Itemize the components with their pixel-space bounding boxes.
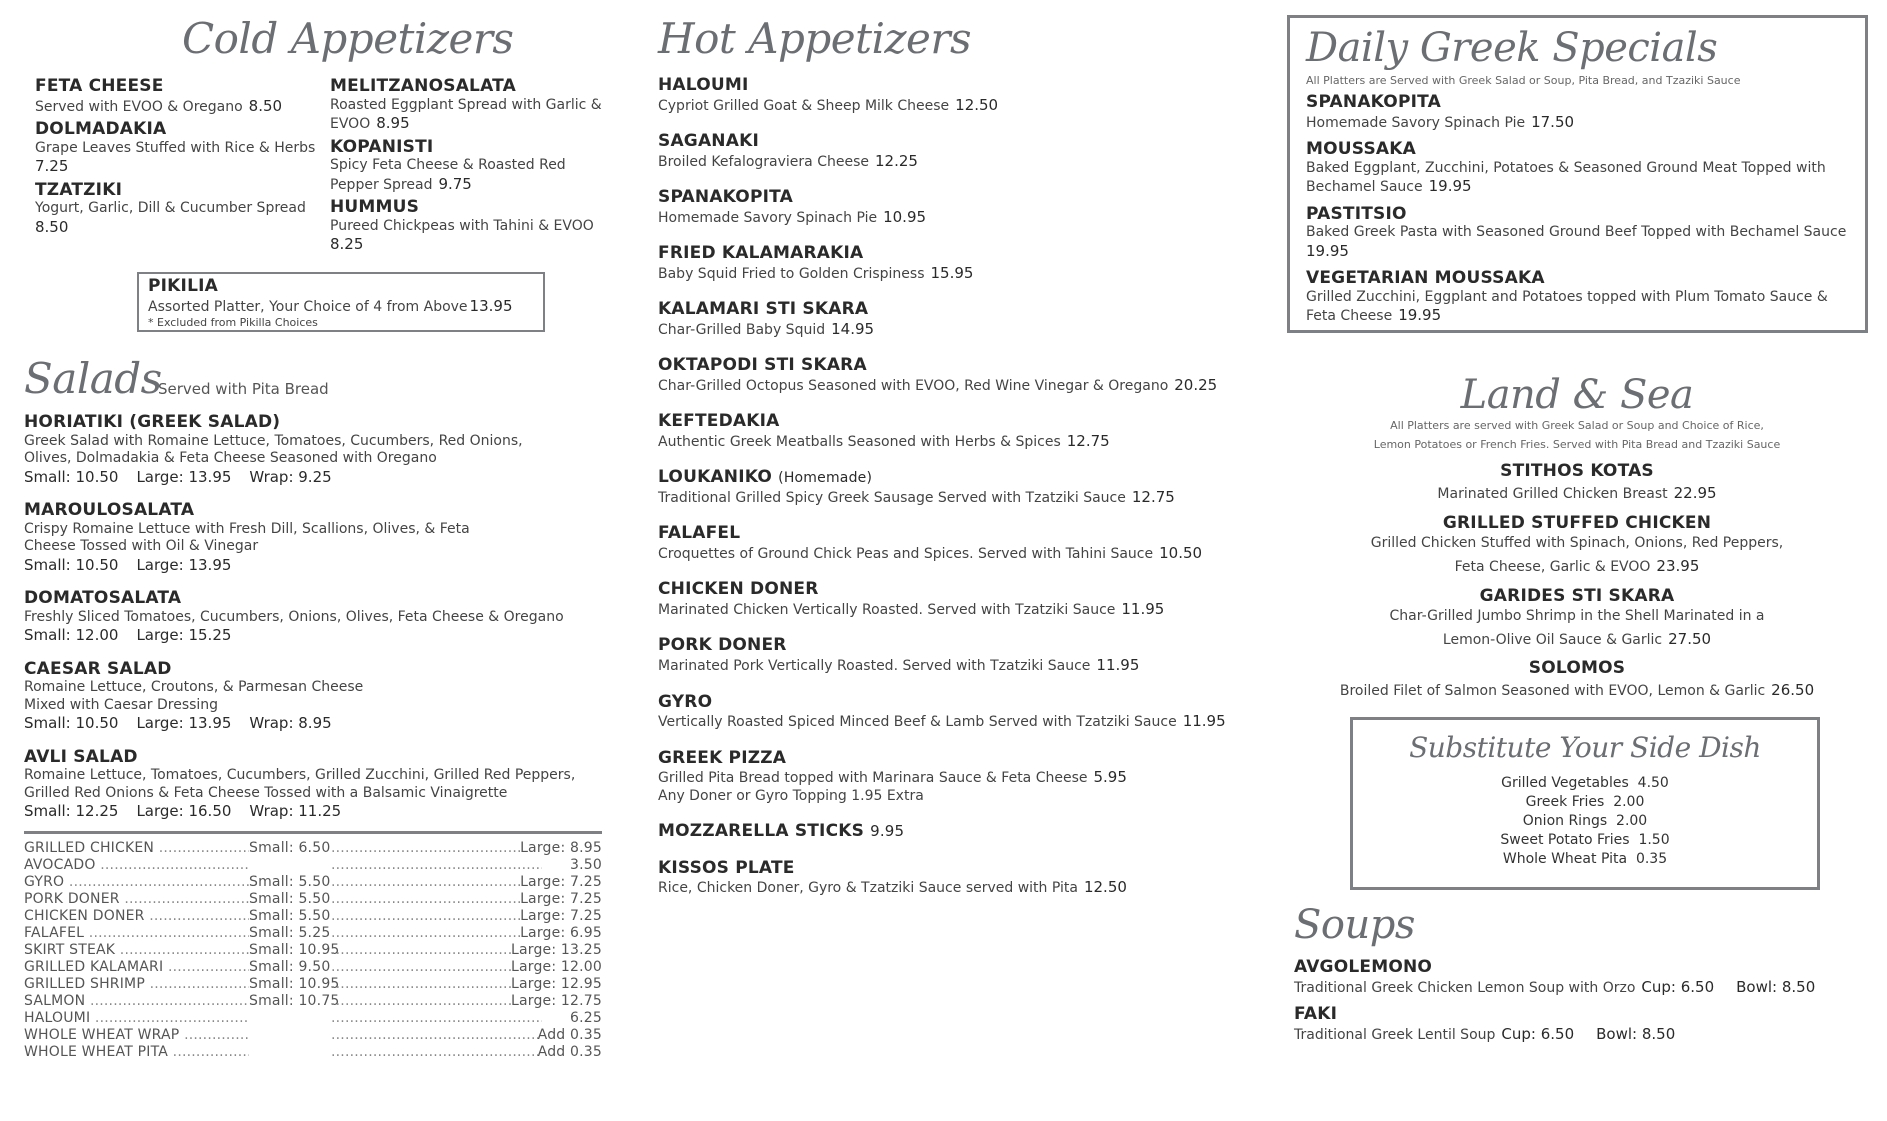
addon-small: Small: 10.75	[249, 993, 340, 1009]
item-price: 9.95	[870, 822, 905, 841]
item-price: 13.95	[469, 296, 513, 315]
item-name: HALOUMI	[658, 75, 749, 95]
land-item-garides-sti-skara	[1287, 587, 1867, 652]
addon-small: Small: 10.95	[249, 942, 340, 958]
addon-name: HALOUMI .....	[24, 1010, 249, 1027]
item-name: VEGETARIAN MOUSSAKA	[1306, 268, 1545, 289]
addon-row	[24, 891, 602, 908]
menu-item-falafel	[658, 524, 1238, 563]
menu-item-gyro	[658, 693, 1238, 732]
daily-specials-note: All Platters are Served with Greek Salad or Soup, Pita Bread, and Tzaziki Sauce	[1306, 74, 1741, 87]
menu-item-feta-cheese	[35, 77, 325, 116]
price-wrap: Wrap: 8.95	[249, 714, 332, 733]
menu-item-domatosalata	[24, 589, 594, 646]
salads-subtitle: Served with Pita Bread	[158, 380, 329, 398]
item-name: GREEK PIZZA	[658, 747, 787, 768]
price-small: Small: 12.25	[24, 802, 119, 821]
addon-name: SALMON .....	[24, 993, 249, 1010]
item-desc: Grape Leaves Stuffed with Rice & Herbs	[35, 139, 316, 156]
item-desc: Broiled Filet of Salmon Seasoned with EVOO, Lemon & Garlic	[1339, 683, 1766, 699]
addon-name: CHICKEN DONER .....	[24, 908, 249, 925]
side-dish-item	[1353, 793, 1817, 812]
addon-large: Large: 8.95	[520, 840, 602, 856]
item-price: 11.95	[1096, 656, 1140, 675]
addon-row	[24, 976, 602, 993]
side-dish-title: Substitute Your Side Dish	[1409, 731, 1761, 764]
side-price: 1.50	[1638, 832, 1670, 848]
addon-row	[24, 1027, 602, 1044]
price-wrap: Wrap: 11.25	[249, 802, 342, 821]
item-name: FAKI	[1294, 1004, 1338, 1025]
item-desc: Pureed Chickpeas with Tahini & EVOO	[330, 217, 594, 234]
addon-row	[24, 857, 602, 874]
item-name: DOMATOSALATA	[24, 588, 182, 609]
item-name: MOUSSAKA	[1306, 139, 1416, 160]
addon-small: Small: 5.50	[249, 908, 331, 924]
addon-small	[249, 857, 331, 874]
item-desc: Baked Greek Pasta with Seasoned Ground Beef Topped with Bechamel Sauce	[1306, 224, 1847, 241]
price-small: Small: 12.00	[24, 626, 119, 645]
item-note: (Homemade)	[778, 470, 873, 487]
daily-specials-title: Daily Greek Specials	[1306, 25, 1718, 71]
item-name: SPANAKOPITA	[1306, 92, 1441, 112]
item-price: 8.50	[35, 217, 69, 236]
pikilia-box	[137, 272, 545, 332]
menu-item-haloumi	[658, 76, 1238, 115]
price-large: Large: 15.25	[136, 626, 232, 645]
soup-avgolemono	[1294, 958, 1854, 997]
item-extra: Any Doner or Gyro Topping	[658, 787, 847, 804]
item-desc: Homemade Savory Spinach Pie	[1306, 114, 1526, 131]
item-name: KALAMARI STI SKARA	[658, 299, 869, 320]
addon-large: Large: 13.25	[510, 942, 602, 958]
addon-name: GRILLED KALAMARI .....	[24, 959, 249, 976]
addon-row	[24, 942, 602, 959]
item-name: PIKILIA	[148, 276, 218, 296]
addon-large: Add 0.35	[537, 1044, 602, 1060]
item-desc: Feta Cheese, Garlic & EVOO	[1454, 558, 1651, 575]
item-price: 5.95	[1093, 768, 1127, 787]
menu-item-kissos-plate	[658, 859, 1238, 898]
item-desc: Served with EVOO & Oregano	[35, 98, 243, 115]
side-price: 2.00	[1616, 813, 1648, 829]
item-desc: Baked Eggplant, Zucchini, Potatoes & Seasoned Ground Meat Topped with Bechamel Sauce	[1306, 159, 1826, 196]
item-name: FRIED KALAMARAKIA	[658, 243, 864, 264]
price-wrap: Wrap: 9.25	[249, 467, 332, 486]
item-price: 20.25	[1174, 375, 1218, 394]
item-price: 12.50	[1083, 878, 1127, 897]
item-price: 19.95	[1428, 177, 1472, 196]
item-price: 8.25	[330, 235, 364, 254]
soups-list	[1294, 958, 1854, 1052]
item-price: 11.95	[1121, 599, 1165, 618]
menu-item-kalamari-sti-skara	[658, 300, 1238, 339]
addon-small: Small: 6.50	[249, 840, 331, 856]
item-price: 7.25	[35, 157, 69, 176]
item-desc: Romaine Lettuce, Tomatoes, Cucumbers, Grilled Zucchini, Grilled Red Peppers, Grilled Red Onions & Feta Cheese Tossed with a Balsamic Vinaigrette	[24, 767, 576, 801]
menu-item-kopanisti	[330, 138, 615, 195]
item-desc: Traditional Grilled Spicy Greek Sausage Served with Tzatziki Sauce	[658, 489, 1126, 506]
item-name: SAGANAKI	[658, 131, 759, 152]
item-desc: Freshly Sliced Tomatoes, Cucumbers, Onions, Olives, Feta Cheese & Oregano	[24, 608, 564, 625]
item-desc: Assorted Platter, Your Choice of 4 from Above	[148, 298, 468, 315]
menu-item-fried-kalamarakia	[658, 244, 1238, 283]
land-note-line: All Platters are served with Greek Salad or Soup and Choice of Rice,	[1390, 419, 1764, 432]
item-name: FALAFEL	[658, 523, 741, 544]
addon-name: AVOCADO .....	[24, 857, 249, 874]
addon-large: 3.50	[570, 857, 602, 873]
addon-small	[249, 1044, 331, 1061]
item-desc: Baby Squid Fried to Golden Crispiness	[658, 265, 925, 282]
item-desc: Roasted Eggplant Spread with Garlic & EVOO	[330, 96, 602, 133]
price-cup: Cup: 6.50	[1641, 977, 1715, 996]
item-price: 10.95	[883, 207, 927, 226]
addon-name: WHOLE WHEAT PITA .....	[24, 1044, 249, 1061]
item-price: 15.95	[930, 263, 974, 282]
side-name: Onion Rings	[1522, 813, 1608, 829]
addon-row	[24, 1010, 602, 1027]
menu-item-greek-pizza	[658, 749, 1238, 806]
item-price: 10.50	[1159, 543, 1203, 562]
salad-addons-table	[24, 831, 602, 1061]
cold-appetizers-title: Cold Appetizers	[182, 14, 514, 63]
item-name: HORIATIKI (GREEK SALAD)	[24, 412, 281, 432]
salads-title: Salads	[24, 354, 162, 403]
addon-small: Small: 5.50	[249, 891, 331, 907]
addon-row	[24, 840, 602, 857]
item-price: 26.50	[1771, 681, 1815, 699]
item-price: 19.95	[1306, 241, 1349, 260]
daily-specials-box	[1287, 15, 1868, 333]
side-dish-item	[1353, 774, 1817, 793]
cold-appetizers-right-column	[330, 77, 615, 259]
item-name: PASTITSIO	[1306, 203, 1407, 224]
side-name: Whole Wheat Pita	[1502, 851, 1628, 867]
item-name: HUMMUS	[330, 197, 420, 218]
side-price: 4.50	[1637, 775, 1669, 791]
addon-large: 6.25	[570, 1010, 602, 1026]
item-price: 9.75	[438, 174, 472, 193]
item-desc: Char-Grilled Octopus Seasoned with EVOO, Red Wine Vinegar & Oregano	[658, 377, 1169, 394]
addon-row	[24, 1044, 602, 1061]
item-price: 12.50	[955, 95, 999, 114]
price-cup: Cup: 6.50	[1501, 1024, 1575, 1043]
item-desc: Broiled Kefalograviera Cheese	[658, 153, 869, 170]
item-name: GYRO	[658, 691, 713, 712]
item-desc: Traditional Greek Chicken Lemon Soup with Orzo	[1294, 979, 1636, 996]
side-name: Sweet Potato Fries	[1500, 832, 1630, 848]
addon-name: GYRO .....	[24, 874, 249, 891]
addon-row	[24, 993, 602, 1010]
price-small: Small: 10.50	[24, 467, 119, 486]
item-name: FETA CHEESE	[35, 76, 164, 96]
menu-item-loukaniko	[658, 468, 1238, 507]
price-small: Small: 10.50	[24, 714, 119, 733]
addon-name: WHOLE WHEAT WRAP .....	[24, 1027, 249, 1044]
pikilia-note: * Excluded from Pikilla Choices	[148, 316, 318, 330]
item-price: 12.25	[874, 151, 918, 170]
menu-item-dolmadakia	[35, 120, 325, 177]
addon-small: Small: 5.50	[249, 874, 331, 890]
item-desc: Vertically Roasted Spiced Minced Beef & Lamb Served with Tzatziki Sauce	[658, 714, 1177, 731]
item-name: AVGOLEMONO	[1294, 957, 1433, 977]
menu-item-maroulosalata	[24, 501, 594, 575]
special-pastitsio	[1306, 205, 1849, 262]
addon-row	[24, 959, 602, 976]
item-price: 12.75	[1131, 487, 1175, 506]
item-name: CHICKEN DONER	[658, 579, 819, 600]
item-extra-price: 1.95 Extra	[851, 787, 924, 804]
item-desc: Grilled Chicken Stuffed with Spinach, Onions, Red Peppers,	[1370, 535, 1784, 552]
price-bowl: Bowl: 8.50	[1736, 977, 1816, 996]
menu-item-melitzanosalata	[330, 77, 615, 134]
addon-name: GRILLED SHRIMP .....	[24, 976, 249, 993]
side-name: Grilled Vegetables	[1501, 775, 1629, 791]
addon-large: Large: 12.95	[510, 976, 602, 992]
special-spanakopita	[1306, 93, 1849, 132]
item-desc: Spicy Feta Cheese & Roasted Red Pepper Spread	[330, 157, 566, 193]
menu-item-pork-doner	[658, 636, 1238, 675]
item-desc: Marinated Pork Vertically Roasted. Served with Tzatziki Sauce	[658, 658, 1091, 675]
item-price: 8.95	[376, 114, 410, 133]
item-desc: Yogurt, Garlic, Dill & Cucumber Spread	[35, 200, 306, 217]
item-desc: Marinated Chicken Vertically Roasted. Served with Tzatziki Sauce	[658, 601, 1116, 618]
special-moussaka	[1306, 140, 1849, 197]
item-name: STITHOS KOTAS	[1500, 461, 1654, 482]
item-price: 12.75	[1066, 431, 1110, 450]
hot-appetizers-title: Hot Appetizers	[658, 14, 972, 63]
price-bowl: Bowl: 8.50	[1596, 1024, 1676, 1043]
item-desc: Marinated Grilled Chicken Breast	[1437, 485, 1668, 502]
item-name: SOLOMOS	[1528, 658, 1626, 679]
menu-item-oktapodi-sti-skara	[658, 356, 1238, 395]
item-name: OKTAPODI STI SKARA	[658, 355, 867, 376]
item-desc: Grilled Zucchini, Eggplant and Potatoes topped with Plum Tomato Sauce & Feta Cheese	[1306, 288, 1828, 325]
price-large: Large: 13.95	[136, 714, 232, 733]
addon-row	[24, 925, 602, 942]
menu-item-caesar-salad	[24, 660, 594, 734]
item-price: 8.50	[248, 96, 283, 115]
item-desc: Crispy Romaine Lettuce with Fresh Dill, Scallions, Olives, & Feta Cheese Tossed with Oil & Vinegar	[24, 520, 470, 555]
land-item-stithos-kotas	[1287, 462, 1867, 505]
menu-item-hummus	[330, 198, 615, 255]
item-name: TZATZIKI	[35, 179, 123, 200]
addon-large: Large: 7.25	[520, 874, 602, 890]
addon-name: FALAFEL .....	[24, 925, 249, 942]
land-item-grilled-stuffed-chicken	[1287, 514, 1867, 579]
item-name: GRILLED STUFFED CHICKEN	[1442, 512, 1712, 533]
addon-small: Small: 9.50	[249, 959, 331, 975]
hot-appetizers-list	[658, 76, 1238, 915]
item-name: DOLMADAKIA	[35, 119, 167, 140]
side-price: 2.00	[1613, 794, 1645, 810]
item-price: 22.95	[1673, 483, 1717, 502]
item-price: 11.95	[1182, 712, 1226, 731]
item-desc: Romaine Lettuce, Croutons, & Parmesan Cheese Mixed with Caesar Dressing	[24, 679, 364, 713]
item-name: GARIDES STI SKARA	[1479, 585, 1675, 606]
item-name: KOPANISTI	[330, 136, 434, 157]
item-desc: Homemade Savory Spinach Pie	[658, 209, 878, 226]
item-desc: Grilled Pita Bread topped with Marinara Sauce & Feta Cheese	[658, 770, 1088, 787]
item-name: AVLI SALAD	[24, 746, 138, 767]
menu-item-chicken-doner	[658, 580, 1238, 619]
side-price: 0.35	[1635, 851, 1668, 867]
item-price: 17.50	[1531, 112, 1575, 131]
addon-small	[249, 1027, 331, 1044]
side-name: Greek Fries	[1525, 794, 1605, 810]
item-name: KISSOS PLATE	[658, 857, 795, 878]
item-name: CAESAR SALAD	[24, 658, 172, 679]
item-desc: Cypriot Grilled Goat & Sheep Milk Cheese	[658, 97, 950, 114]
side-dish-item	[1353, 812, 1817, 831]
item-name: KEFTEDAKIA	[658, 411, 780, 432]
land-note-line: Lemon Potatoes or French Fries. Served with Pita Bread and Tzaziki Sauce	[1373, 437, 1781, 451]
item-desc: Rice, Chicken Doner, Gyro & Tzatziki Sauce served with Pita	[658, 880, 1078, 897]
item-name: LOUKANIKO	[658, 467, 773, 488]
menu-item-spanakopita	[658, 188, 1238, 227]
item-price: 27.50	[1668, 629, 1712, 648]
item-name: MELITZANOSALATA	[330, 76, 516, 96]
side-dish-box	[1350, 717, 1820, 890]
item-name: SPANAKOPITA	[658, 187, 793, 208]
side-dish-item	[1353, 831, 1817, 850]
menu-item-saganaki	[658, 132, 1238, 171]
item-desc: Char-Grilled Baby Squid	[658, 321, 826, 338]
land-and-sea-section	[1287, 372, 1867, 703]
addon-row	[24, 874, 602, 891]
price-large: Large: 13.95	[136, 555, 232, 574]
menu-item-keftedakia	[658, 412, 1238, 451]
addon-name: SKIRT STEAK .....	[24, 942, 249, 959]
side-dish-item	[1353, 850, 1817, 869]
land-item-solomos	[1287, 659, 1867, 702]
addon-small	[249, 1010, 331, 1027]
addon-large: Add 0.35	[537, 1027, 602, 1043]
cold-appetizers-left-column	[35, 77, 325, 241]
addon-large: Large: 6.95	[520, 925, 602, 941]
soup-faki	[1294, 1005, 1854, 1044]
item-desc: Lemon-Olive Oil Sauce & Garlic	[1442, 631, 1663, 648]
addon-row	[24, 908, 602, 925]
item-desc: Greek Salad with Romaine Lettuce, Tomatoes, Cucumbers, Red Onions, Olives, Dolmadakia & Feta Cheese Seasoned with Oregano	[24, 432, 523, 467]
item-name: MOZZARELLA STICKS	[658, 821, 865, 842]
addon-small: Small: 10.95	[249, 976, 340, 992]
item-desc: Char-Grilled Jumbo Shrimp in the Shell Marinated in a	[1389, 608, 1765, 625]
menu-item-tzatziki	[35, 181, 325, 238]
item-price: 14.95	[831, 319, 875, 338]
addon-large: Large: 7.25	[520, 891, 602, 907]
special-vegetarian-moussaka	[1306, 269, 1849, 326]
price-large: Large: 13.95	[136, 467, 232, 486]
soups-title: Soups	[1294, 902, 1415, 948]
item-price: 19.95	[1398, 306, 1442, 325]
item-desc: Authentic Greek Meatballs Seasoned with Herbs & Spices	[658, 433, 1061, 450]
menu-item-avli-salad	[24, 748, 594, 822]
item-desc: Croquettes of Ground Chick Peas and Spices. Served with Tahini Sauce	[658, 545, 1154, 562]
menu-item-horiatiki	[24, 413, 594, 487]
addon-name: GRILLED CHICKEN .....	[24, 840, 249, 857]
price-small: Small: 10.50	[24, 555, 119, 574]
salads-list	[24, 413, 594, 836]
menu-item-mozzarella-sticks	[658, 822, 1238, 842]
addon-name: PORK DONER .....	[24, 891, 249, 908]
item-price: 23.95	[1656, 556, 1700, 575]
addon-small: Small: 5.25	[249, 925, 331, 941]
land-and-sea-title: Land & Sea	[1460, 372, 1694, 418]
addon-large: Large: 12.75	[510, 993, 602, 1009]
item-name: MAROULOSALATA	[24, 500, 195, 521]
item-name: PORK DONER	[658, 635, 787, 656]
addon-large: Large: 12.00	[510, 959, 602, 975]
addon-large: Large: 7.25	[520, 908, 602, 924]
price-large: Large: 16.50	[136, 802, 232, 821]
item-desc: Traditional Greek Lentil Soup	[1294, 1026, 1496, 1043]
